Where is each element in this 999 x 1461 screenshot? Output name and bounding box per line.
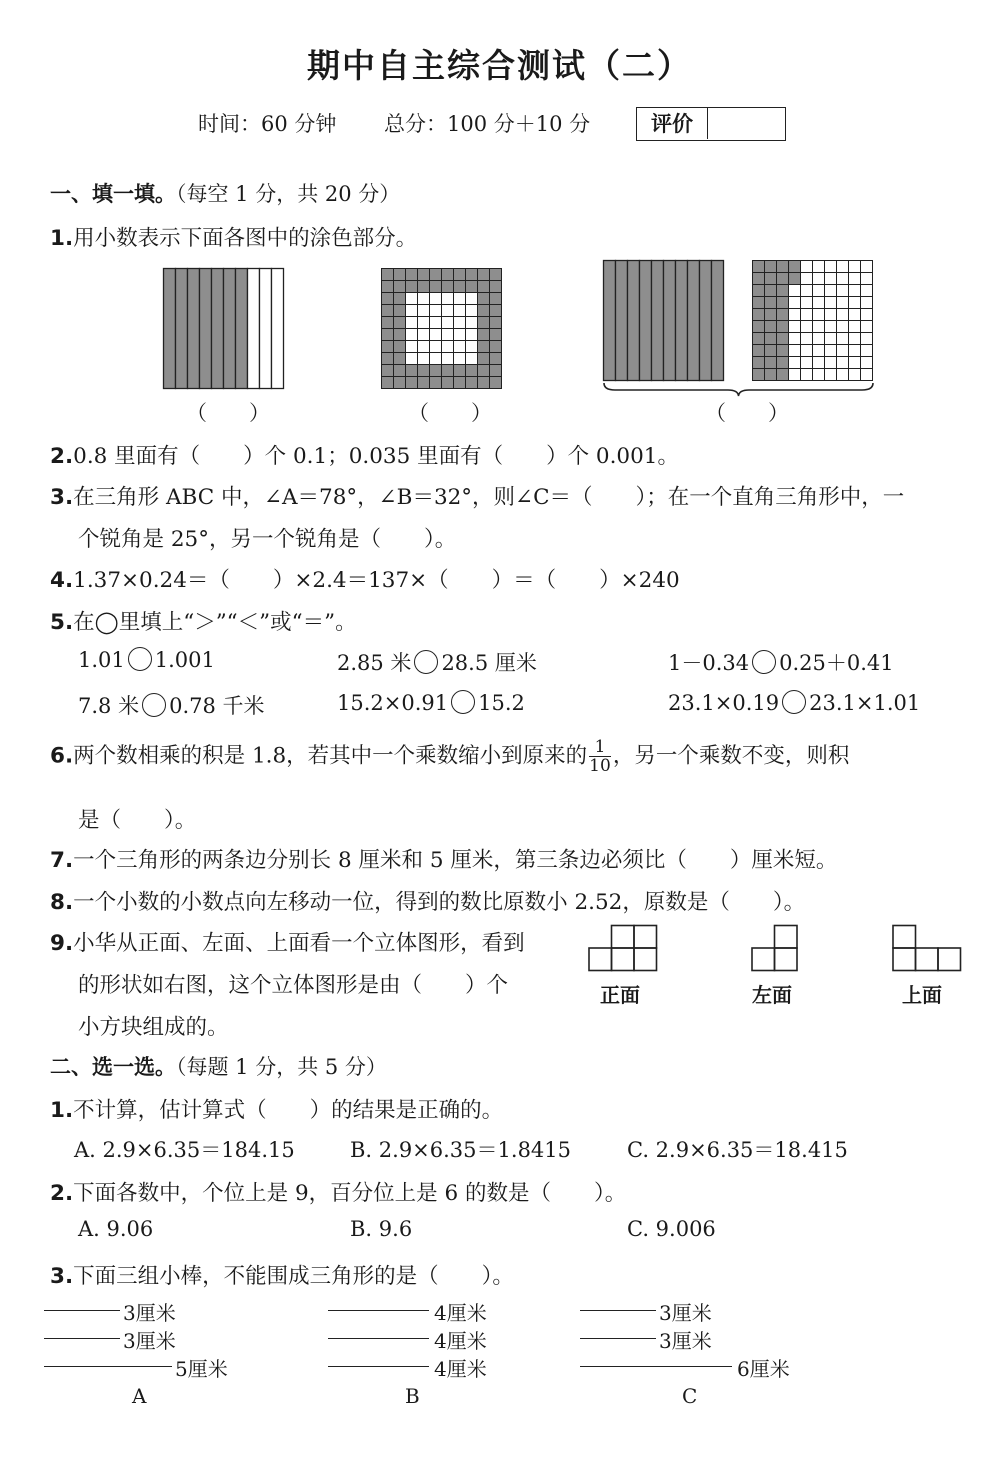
stick-length: 4厘米: [434, 1357, 487, 1381]
stick: [44, 1366, 172, 1367]
question-1-5: [50, 605, 357, 636]
option-c[interactable]: C. 2.9×6.35＝18.415: [627, 1138, 848, 1162]
figure-strip-full: [603, 260, 724, 381]
compare-item: [668, 647, 894, 677]
compare-circle[interactable]: [414, 650, 438, 674]
question-1-9-cont: 的形状如右图，这个立体图形是由（ ）个: [78, 973, 509, 998]
stick: [44, 1310, 120, 1311]
q-number: 2.: [50, 444, 74, 469]
q-text: 在三角形 ABC 中，∠A＝78°，∠B＝32°，则∠C＝（ ）；在一个直角三角形中，一: [73, 485, 905, 510]
q-number: 9.: [50, 931, 74, 956]
page-title: 期中自主综合测试（二）: [307, 46, 692, 85]
question-2-1: [50, 1093, 503, 1124]
stick: [580, 1310, 656, 1311]
compare-right: 23.1×1.01: [809, 691, 921, 715]
compare-circle[interactable]: [451, 690, 475, 714]
q-number: 3.: [50, 485, 74, 510]
q-text: 不计算，估计算式（ ）的结果是正确的。: [73, 1098, 504, 1123]
figure-grid-frame: [381, 268, 502, 389]
fraction-numerator: 1: [589, 738, 611, 757]
option-b[interactable]: B. 9.6: [350, 1217, 413, 1241]
top-view-figure: [892, 924, 962, 972]
compare-circle[interactable]: [142, 693, 166, 717]
time-limit: 时间：60 分钟: [198, 112, 337, 136]
option-b[interactable]: B. 2.9×6.35＝1.8415: [350, 1138, 572, 1162]
compare-item: [668, 690, 920, 715]
compare-right: 28.5 厘米: [441, 651, 537, 675]
evaluation-box[interactable]: [636, 107, 786, 141]
compare-right: 0.25＋0.41: [779, 651, 894, 675]
q-text: 一个小数的小数点向左移动一位，得到的数比原数小 2.52，原数是（ ）。: [73, 890, 806, 915]
front-view-figure: [588, 924, 658, 972]
compare-item: [337, 690, 525, 715]
compare-right: 1.001: [154, 648, 215, 672]
q-text: 两个数相乘的积是 1.8，若其中一个乘数缩小到原来的: [73, 743, 588, 769]
q-number: 6.: [50, 743, 74, 769]
left-view-figure: [751, 924, 799, 972]
compare-left: 7.8 米: [78, 694, 140, 718]
compare-item: [337, 647, 537, 677]
stick-length: 5厘米: [175, 1357, 228, 1381]
q-text: 在◯里填上“＞”“＜”或“＝”。: [73, 610, 357, 635]
stick-length: 3厘米: [123, 1301, 176, 1325]
stick-length: 6厘米: [737, 1357, 790, 1381]
evaluation-label: 评价: [637, 108, 708, 139]
stick: [328, 1338, 429, 1339]
compare-left: 2.85 米: [337, 651, 412, 675]
stick: [44, 1338, 120, 1339]
q-number: 7.: [50, 848, 74, 873]
question-1-6: [50, 738, 849, 775]
answer-blank-2[interactable]: （ ）: [408, 401, 492, 425]
question-1-4: [50, 563, 680, 594]
q-number: 4.: [50, 568, 74, 593]
q-number: 3.: [50, 1264, 74, 1289]
question-1-9: [50, 926, 525, 957]
compare-left: 23.1×0.19: [668, 691, 780, 715]
stick-length: 4厘米: [434, 1329, 487, 1353]
q-text: 用小数表示下面各图中的涂色部分。: [73, 226, 418, 251]
answer-blank-1[interactable]: （ ）: [186, 401, 270, 425]
section2-note: （每题 1 分，共 5 分）: [176, 1055, 387, 1079]
figure-grid-partial: [752, 260, 873, 381]
question-1-1: [50, 221, 417, 252]
stick: [328, 1366, 429, 1367]
q-number: 1.: [50, 1098, 74, 1123]
question-1-7: [50, 843, 837, 874]
group-label-b[interactable]: B: [405, 1384, 420, 1408]
option-c[interactable]: C. 9.006: [627, 1217, 716, 1241]
question-1-3-cont: 个锐角是 25°，另一个锐角是（ ）。: [78, 527, 457, 552]
stick: [328, 1310, 429, 1311]
figure-strip-tenths: [163, 268, 284, 389]
compare-left: 1－0.34: [668, 651, 750, 675]
compare-right: 15.2: [478, 691, 525, 715]
compare-item: [78, 647, 215, 672]
q-text: 小华从正面、左面、上面看一个立体图形，看到: [73, 931, 525, 956]
compare-item: [78, 690, 265, 720]
brace: [603, 382, 874, 398]
q-text: 下面三组小棒，不能围成三角形的是（ ）。: [73, 1264, 514, 1289]
question-1-6-cont: 是（ ）。: [78, 808, 197, 833]
front-view-label: 正面: [600, 983, 640, 1007]
question-1-8: [50, 885, 805, 916]
compare-left: 15.2×0.91: [337, 691, 449, 715]
q-text: 1.37×0.24＝（ ）×2.4＝137×（ ）＝（ ）×240: [73, 568, 680, 593]
question-1-9-cont2: 小方块组成的。: [78, 1015, 229, 1040]
q-text: 一个三角形的两条边分别长 8 厘米和 5 厘米，第三条边必须比（ ）厘米短。: [73, 848, 838, 873]
section2-header: [50, 1051, 387, 1081]
group-label-c[interactable]: C: [682, 1384, 698, 1408]
answer-blank-3[interactable]: （ ）: [705, 401, 789, 425]
compare-right: 0.78 千米: [169, 694, 265, 718]
compare-left: 1.01: [78, 648, 125, 672]
q-text: 下面各数中，个位上是 9，百分位上是 6 的数是（ ）。: [73, 1181, 627, 1206]
stick-length: 3厘米: [659, 1301, 712, 1325]
left-view-label: 左面: [752, 983, 792, 1007]
question-2-2: [50, 1176, 626, 1207]
option-a[interactable]: A. 9.06: [78, 1217, 154, 1241]
compare-circle[interactable]: [752, 650, 776, 674]
section1-heading: 一、填一填。: [50, 182, 176, 206]
stick: [580, 1366, 732, 1367]
q-number: 5.: [50, 610, 74, 635]
total-score: 总分：100 分＋10 分: [384, 112, 591, 136]
fraction-denominator: 10: [589, 756, 611, 776]
stick-length: 3厘米: [659, 1329, 712, 1353]
compare-circle[interactable]: [782, 690, 806, 714]
section2-heading: 二、选一选。: [50, 1055, 176, 1079]
question-1-3: [50, 480, 904, 511]
fraction: [589, 738, 611, 775]
section1-note: （每空 1 分，共 20 分）: [176, 182, 401, 206]
stick: [580, 1338, 656, 1339]
question-2-3: [50, 1259, 514, 1290]
q-number: 1.: [50, 226, 74, 251]
q-number: 2.: [50, 1181, 74, 1206]
stick-length: 4厘米: [434, 1301, 487, 1325]
group-label-a[interactable]: A: [132, 1384, 147, 1408]
compare-circle[interactable]: [128, 647, 152, 671]
section1-header: [50, 178, 400, 208]
q-number: 8.: [50, 890, 74, 915]
option-a[interactable]: A. 2.9×6.35＝184.15: [74, 1138, 295, 1162]
q-text: ，另一个乘数不变，则积: [612, 743, 850, 769]
question-1-2: [50, 439, 679, 470]
q-text: 0.8 里面有（ ）个 0.1；0.035 里面有（ ）个 0.001。: [73, 444, 679, 469]
top-view-label: 上面: [902, 983, 942, 1007]
stick-length: 3厘米: [123, 1329, 176, 1353]
